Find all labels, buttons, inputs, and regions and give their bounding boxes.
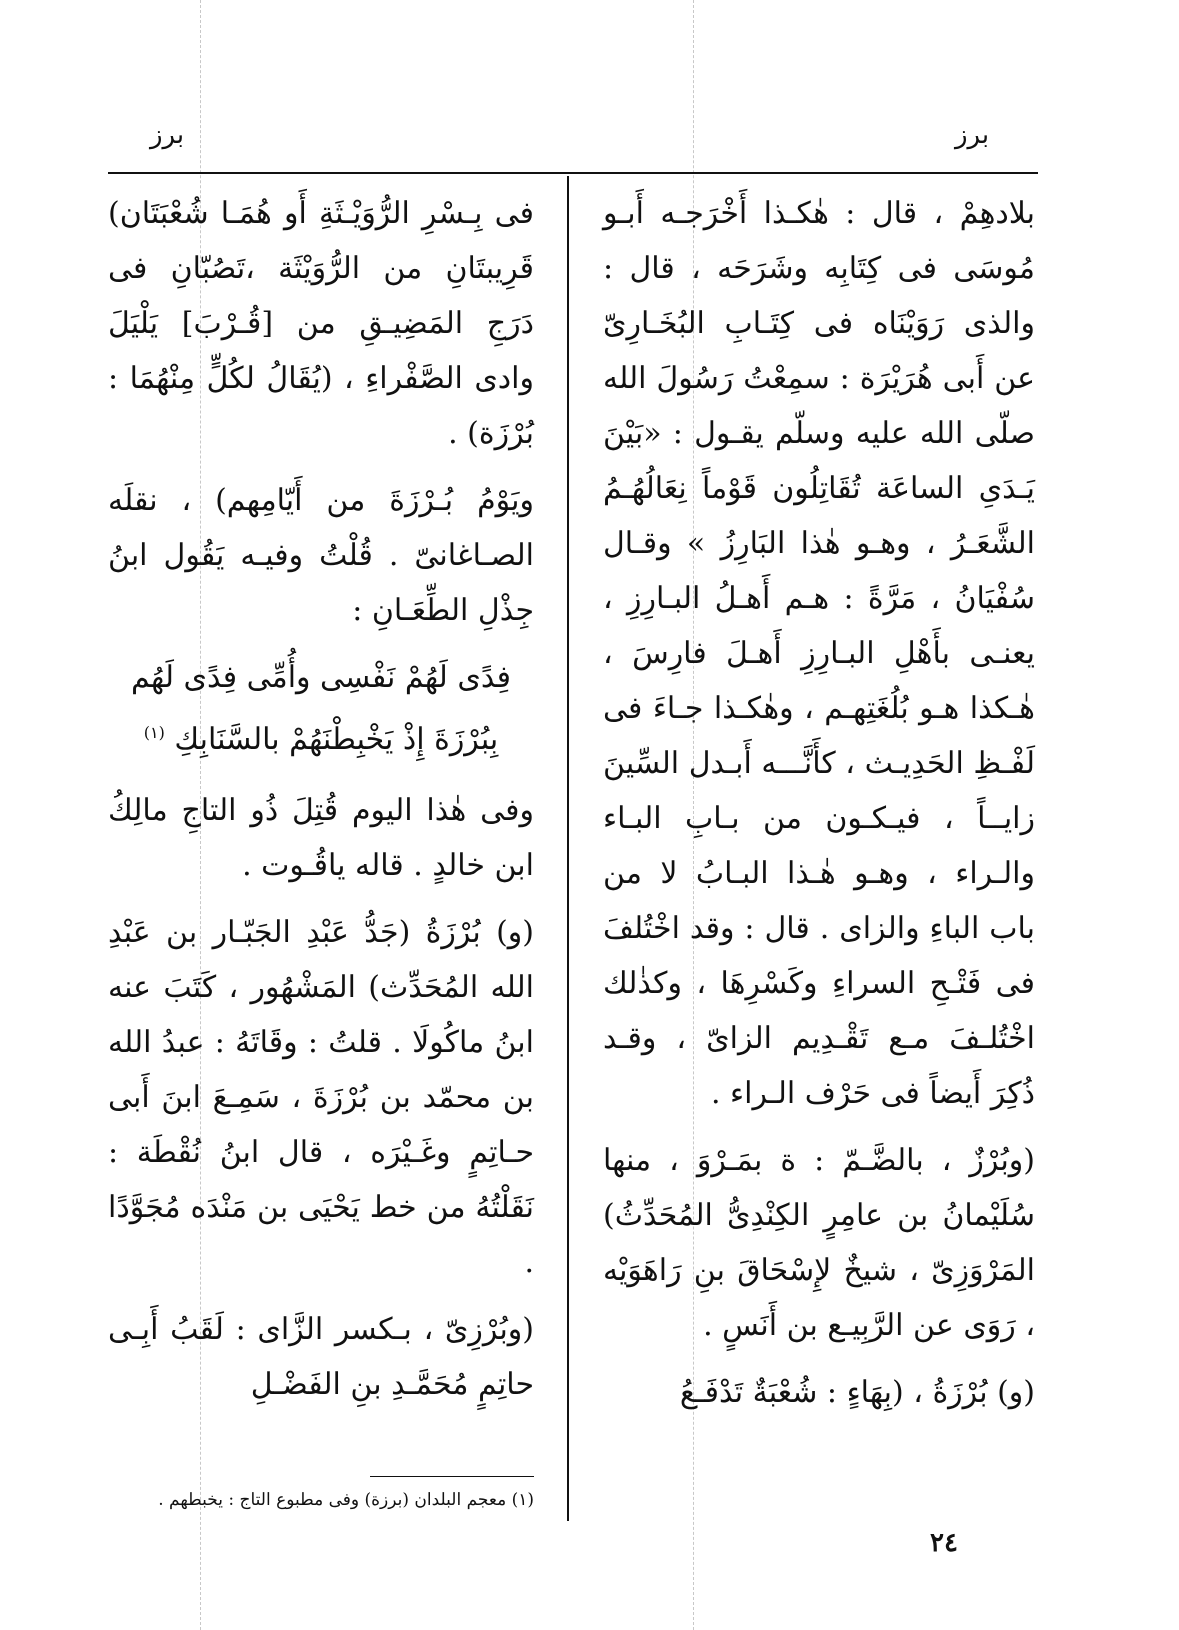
right-column: [603, 186, 1035, 1430]
left-column: [108, 186, 534, 1422]
header-rule: [108, 172, 1038, 174]
right-paragraph: بلادهِمْ ، قال : هٰكـذا أَخْرَجـه أَبـو مُوسَى فى كِتَابِه وشَرَحَه ، قال : والذى رَوَيْنَاه فى كِتَـابِ البُخَـارِىّ عن أَبى هُرَيْرَة : سمِعْتُ رَسُولَ الله صلّى الله عليه وسلّم يقـول : «بَيْنَ يَـدَىِ الساعَة تُقَاتِلُون قَوْماً نِعَالُهُـمُ الشَّعَـرُ ، وهـو هٰذا البَارِزُ » وقـال سُفْيَانُ ، مَرَّةً : هـم أَهـلُ البـارِزِ ، يعنـى بأَهْلِ البـارِزِ أَهـلَ فارِسَ ، هٰـكذا هـو بُلُغَتِهـم ، وهٰكـذا جـاءَ فى لَفْـظِ الحَدِيـث ، كأَنَّـــه أَبـدل السِّينَ زايــاً ، فيـكـون من بـابِ البـاء والـراء ، وهـو هٰـذا البـابُ لا من باب الباءِ والزاى . قال : وقد اخْتُلفَ فى فَتْـحِ السراءِ وكَسْرِهَا ، وكذٰلك اخْتُلـفَ مـع تَقْـدِيم الزاىّ ، وقـد ذُكِرَ أَيضاً فى حَرْف الـراء .: [603, 196, 1035, 1111]
left-paragraph: فى بِـسْرِ الرُّوَيْـثَةِ أَو هُمَـا شُعْبَتَان) قَرِيبتَانِ من الرُّوَيْثَة ،تَصُبّانِ فى دَرَجِ المَضِيـقِ من [قُـرْبَ] يَلْيَلَ وادى الصَّفْراءِ ، (يُقَالُ لكُلٍّ مِنْهُمَا : بُرْزَة) .: [108, 196, 534, 451]
header-root-word-left: برز: [150, 120, 185, 150]
verse-hemistich-second: [108, 705, 534, 767]
column-divider: [567, 176, 569, 1521]
verse-hemistich: بِبُرْزَةَ إِذْ يَخْبِطْنَهُمْ بالسَّنَابِكِ: [174, 722, 499, 757]
footnote: (١) معجم البلدان (برزة) وفى مطبوع التاج : يخبطهم .: [158, 1490, 534, 1510]
header-root-word-right: برز: [955, 120, 990, 150]
left-paragraph: وفى هٰذا اليوم قُتِلَ ذُو التاجِ مالِكُ ابن خالدٍ . قاله ياقُـوت .: [108, 793, 534, 883]
left-paragraph: (وبُرْزِىّ ، بـكسر الزَّاى : لَقَبُ أَبِـى حاتِمٍ مُحَمَّـدِ بنِ الفَضْـلِ: [108, 1312, 534, 1402]
page-number: ٢٤: [930, 1528, 958, 1558]
right-paragraph: (و) بُرْزَةُ ، (بِهَاءٍ : شُعْبَةٌ تَدْفَـعُ: [679, 1375, 1035, 1410]
footnote-marker: (١): [143, 723, 165, 742]
footnote-rule: [370, 1476, 534, 1477]
left-paragraph: ويَوْمُ بُـرْزَةَ من أَيّامِهم) ، نقلَه الصـاغانىّ . قُلْتُ وفيـه يَقُول ابنُ جِذْلِ الطِّعَـانِ :: [108, 483, 534, 628]
right-paragraph: (وبُرْزٌ ، بالضَّـمّ : ة بمَـرْوَ ، منها سُلَيْمانُ بن عامِرٍ الكِنْدِىُّ المُحَدِّثُ) المَرْوَزِىّ ، شيخٌ لإِسْحَاقَ بنِ رَاهَوَيْه ، رَوَى عن الرَّبِيـع بن أَنَسٍ .: [603, 1143, 1035, 1343]
verse-hemistich: فِدًى لَهُمْ نَفْسِى وأُمِّى فِدًى لَهُم: [131, 660, 511, 695]
left-paragraph: (و) بُرْزَةُ (جَدُّ عَبْدِ الجَبّـار بن عَبْدِ الله المُحَدِّث) المَشْهُور ، كَتَبَ عنه ابنُ ماكُولَا . قلتُ : وقَاتَهُ : عبدُ الله بن محمّد بن بُرْزَةَ ، سَمِـعَ ابنَ أَبى حـاتِمٍ وغَـيْرَه ، قال ابنُ نُقْطَة : نَقَلْتُهُ من خط يَحْيَى بن مَنْدَه مُجَوَّدًا .: [108, 915, 534, 1280]
poetry-verse: [108, 650, 534, 767]
